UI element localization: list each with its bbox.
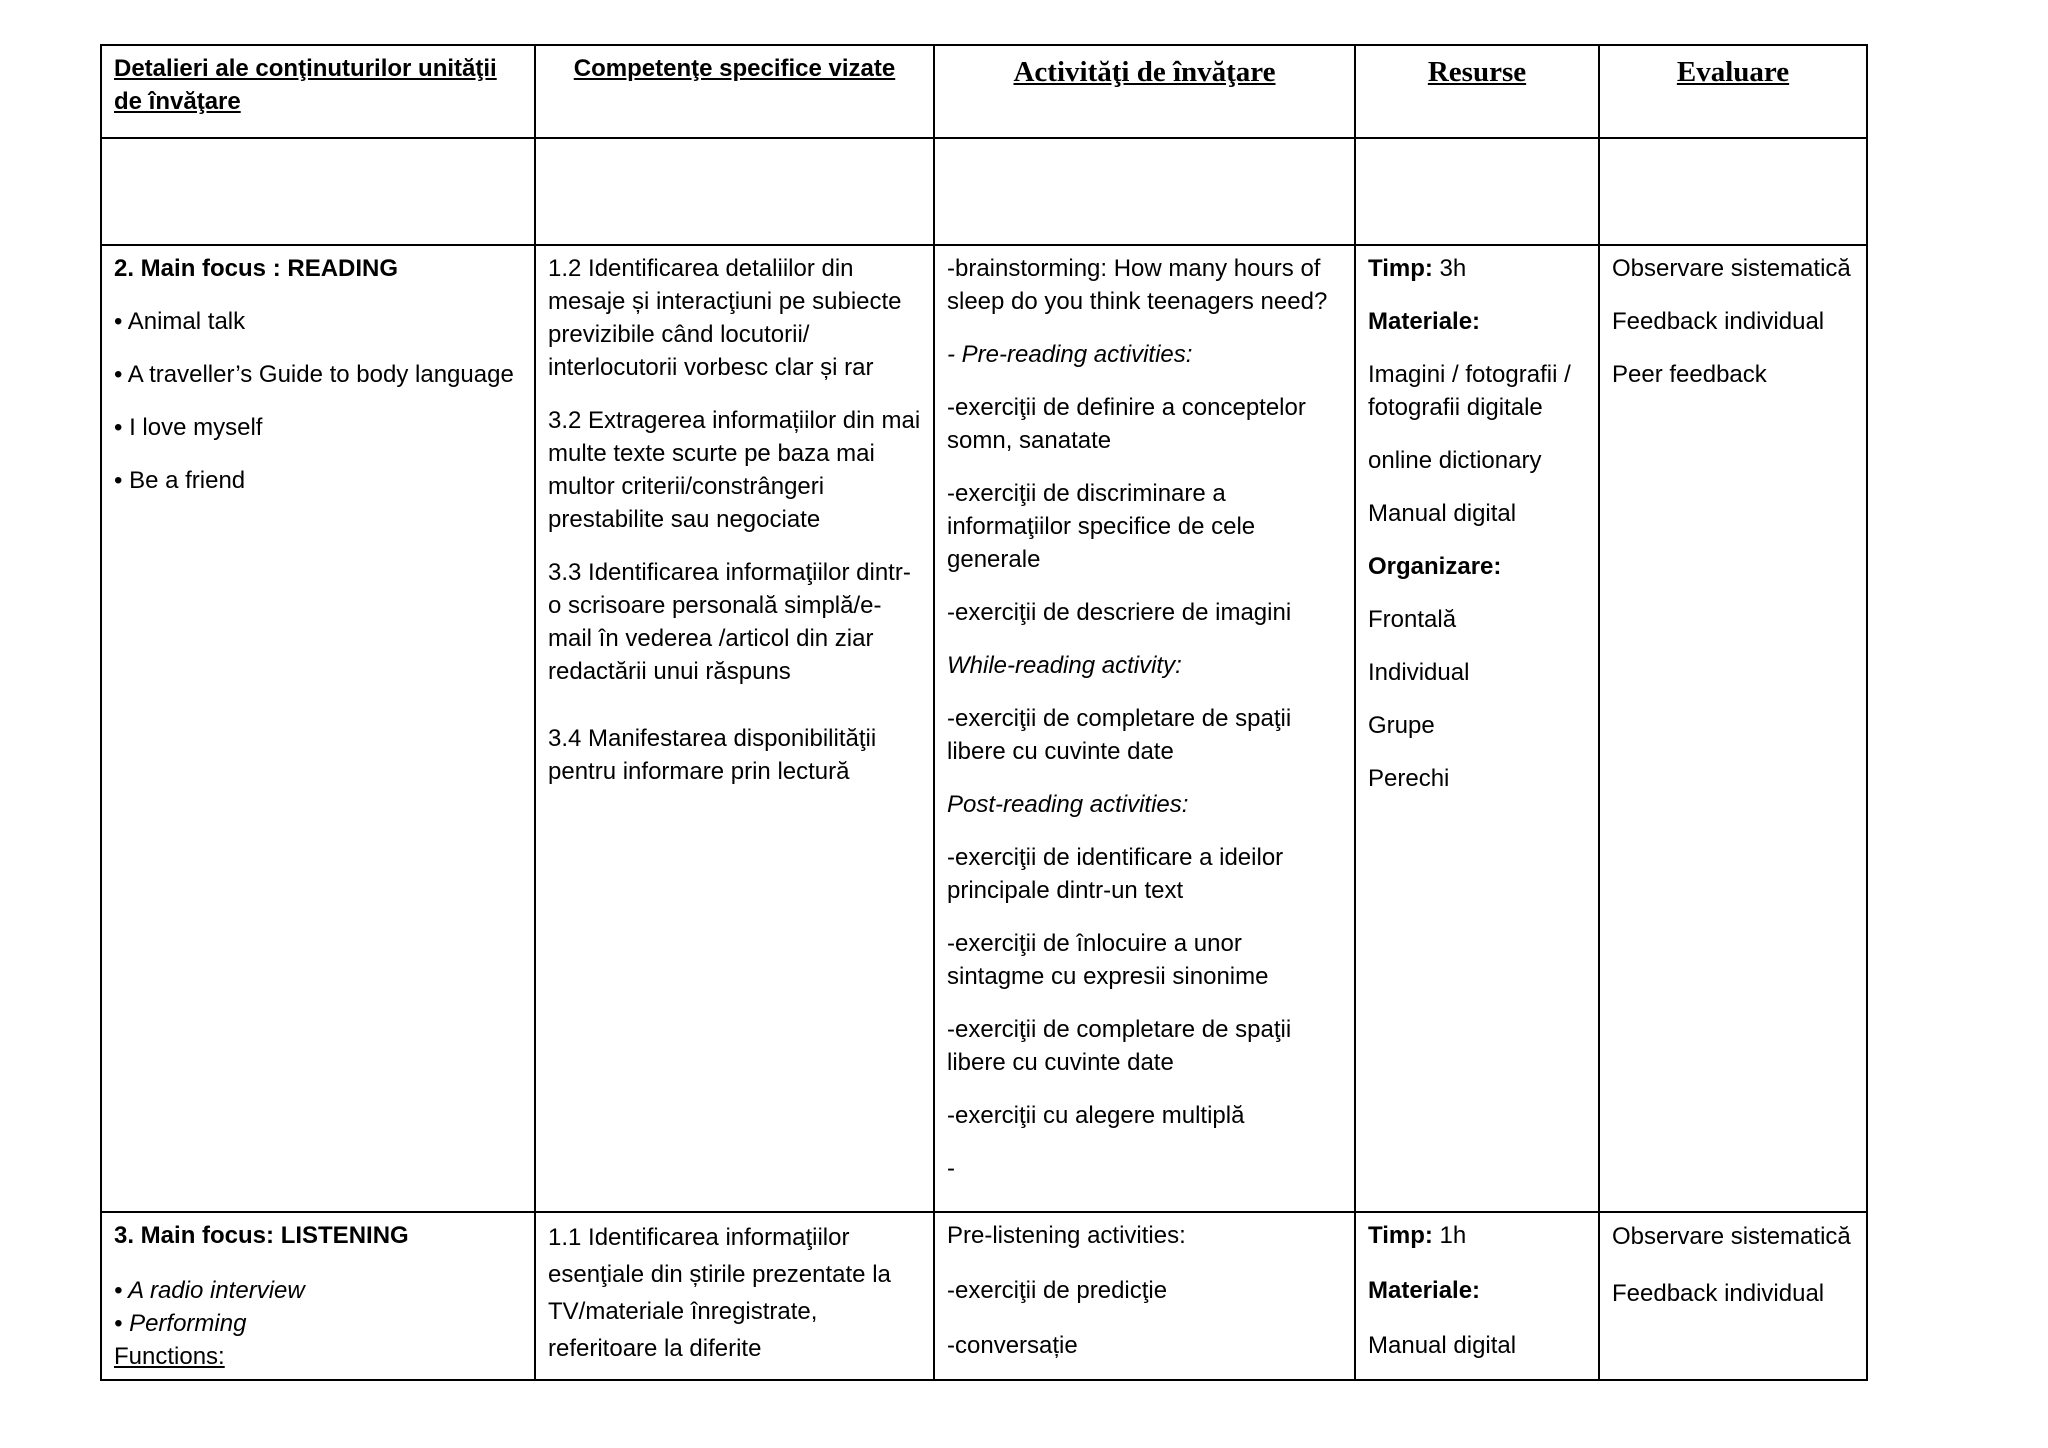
- reading-topic: • I love myself: [114, 414, 263, 441]
- activity-item: -exerciţii de înlocuire a unor sintagme cu expresii sinonime: [947, 930, 1269, 990]
- evaluation-item: Observare sistematică: [1612, 255, 1851, 282]
- header-competences: Competenţe specifice vizate: [535, 45, 934, 138]
- listening-resources-cell: [1355, 1212, 1599, 1380]
- reading-activities-cell: [934, 245, 1355, 1212]
- reading-competences-cell: [535, 245, 934, 1212]
- activity-item: -exerciţii de completare de spaţii libere cu cuvinte date: [947, 705, 1292, 765]
- activity-item: -exerciţii de predicţie: [947, 1277, 1168, 1304]
- reading-resources-cell: [1355, 245, 1599, 1212]
- organization-item: Frontală: [1368, 606, 1457, 633]
- header-row: [101, 45, 1867, 138]
- listening-title: 3. Main focus: LISTENING: [114, 1222, 409, 1249]
- time-value: 3h: [1432, 255, 1467, 282]
- listening-competences-cell: [535, 1212, 934, 1380]
- organization-label: Organizare:: [1368, 553, 1502, 580]
- reading-content-cell: [101, 245, 535, 1212]
- header-evaluation: Evaluare: [1599, 45, 1867, 138]
- evaluation-item: Feedback individual: [1612, 308, 1825, 335]
- competence-item: 1.1 Identificarea informaţiilor esenţiale din știrile prezentate la TV/materiale înregistrate, referitoare la diferite: [548, 1224, 891, 1362]
- competence-item: 1.2 Identificarea detaliilor din mesaje și interacţiuni pe subiecte previzibile când locutorii/ interlocutorii vorbesc clar și rar: [548, 255, 902, 381]
- activity-item: -exerciţii cu alegere multiplă: [947, 1102, 1245, 1129]
- reading-title: 2. Main focus : READING: [114, 255, 399, 282]
- header-activities: Activităţi de învăţare: [934, 45, 1355, 138]
- time-value: 1h: [1432, 1222, 1467, 1249]
- activity-item: -conversație: [947, 1332, 1078, 1359]
- activity-item: -exerciţii de definire a conceptelor somn, sanatate: [947, 394, 1306, 454]
- reading-topic: • A traveller’s Guide to body language: [114, 361, 514, 388]
- competence-item: 3.3 Identificarea informaţiilor dintr-o scrisoare personală simplă/e-mail în vederea /articol din ziar redactării unui răspuns: [548, 559, 911, 685]
- activity-heading: - Pre-reading activities:: [947, 341, 1193, 368]
- activity-heading: While-reading activity:: [947, 652, 1182, 679]
- functions-label: Functions:: [114, 1343, 225, 1370]
- organization-item: Grupe: [1368, 712, 1435, 739]
- material-item: online dictionary: [1368, 447, 1542, 474]
- listening-row: [101, 1212, 1867, 1380]
- materials-label: Materiale:: [1368, 1277, 1481, 1304]
- materials-label: Materiale:: [1368, 308, 1481, 335]
- evaluation-item: Feedback individual: [1612, 1280, 1825, 1307]
- activity-item: -brainstorming: How many hours of sleep do you think teenagers need?: [947, 255, 1328, 315]
- evaluation-item: Observare sistematică: [1612, 1223, 1851, 1250]
- organization-item: Perechi: [1368, 765, 1450, 792]
- evaluation-item: Peer feedback: [1612, 361, 1767, 388]
- activity-item: -exerciţii de completare de spaţii libere cu cuvinte date: [947, 1016, 1292, 1076]
- material-item: Manual digital: [1368, 1332, 1517, 1359]
- competence-item: 3.2 Extragerea informațiilor din mai multe texte scurte pe baza mai multor criterii/constrângeri prestabilite sau negociate: [548, 407, 921, 533]
- activity-item: -exerciţii de identificare a ideilor principale dintr-un text: [947, 844, 1284, 904]
- reading-topic: • Animal talk: [114, 308, 246, 335]
- header-resources: Resurse: [1355, 45, 1599, 138]
- lesson-plan-table: [100, 44, 1868, 1381]
- reading-row: [101, 245, 1867, 1212]
- material-item: Manual digital: [1368, 500, 1517, 527]
- activity-item: -exerciţii de discriminare a informaţiilor specifice de cele generale: [947, 480, 1256, 573]
- empty-row: [101, 138, 1867, 245]
- reading-topic: • Be a friend: [114, 467, 246, 494]
- listening-topic: • Performing: [114, 1310, 247, 1337]
- reading-evaluation-cell: [1599, 245, 1867, 1212]
- listening-content-cell: [101, 1212, 535, 1380]
- material-item: Imagini / fotografii / fotografii digitale: [1368, 361, 1571, 421]
- listening-evaluation-cell: [1599, 1212, 1867, 1380]
- activity-item: -: [947, 1155, 955, 1182]
- activity-item: -exerciţii de descriere de imagini: [947, 599, 1292, 626]
- time-label: Timp:: [1368, 1222, 1433, 1249]
- organization-item: Individual: [1368, 659, 1470, 686]
- listening-topic: • A radio interview: [114, 1277, 305, 1304]
- header-content-details: Detalieri ale conţinuturilor unităţii de învăţare: [101, 45, 535, 138]
- activity-heading: Post-reading activities:: [947, 791, 1189, 818]
- time-label: Timp:: [1368, 255, 1433, 282]
- competence-item: 3.4 Manifestarea disponibilităţii pentru informare prin lectură: [548, 725, 877, 785]
- listening-activities-cell: [934, 1212, 1355, 1380]
- activity-heading: Pre-listening activities:: [947, 1222, 1186, 1249]
